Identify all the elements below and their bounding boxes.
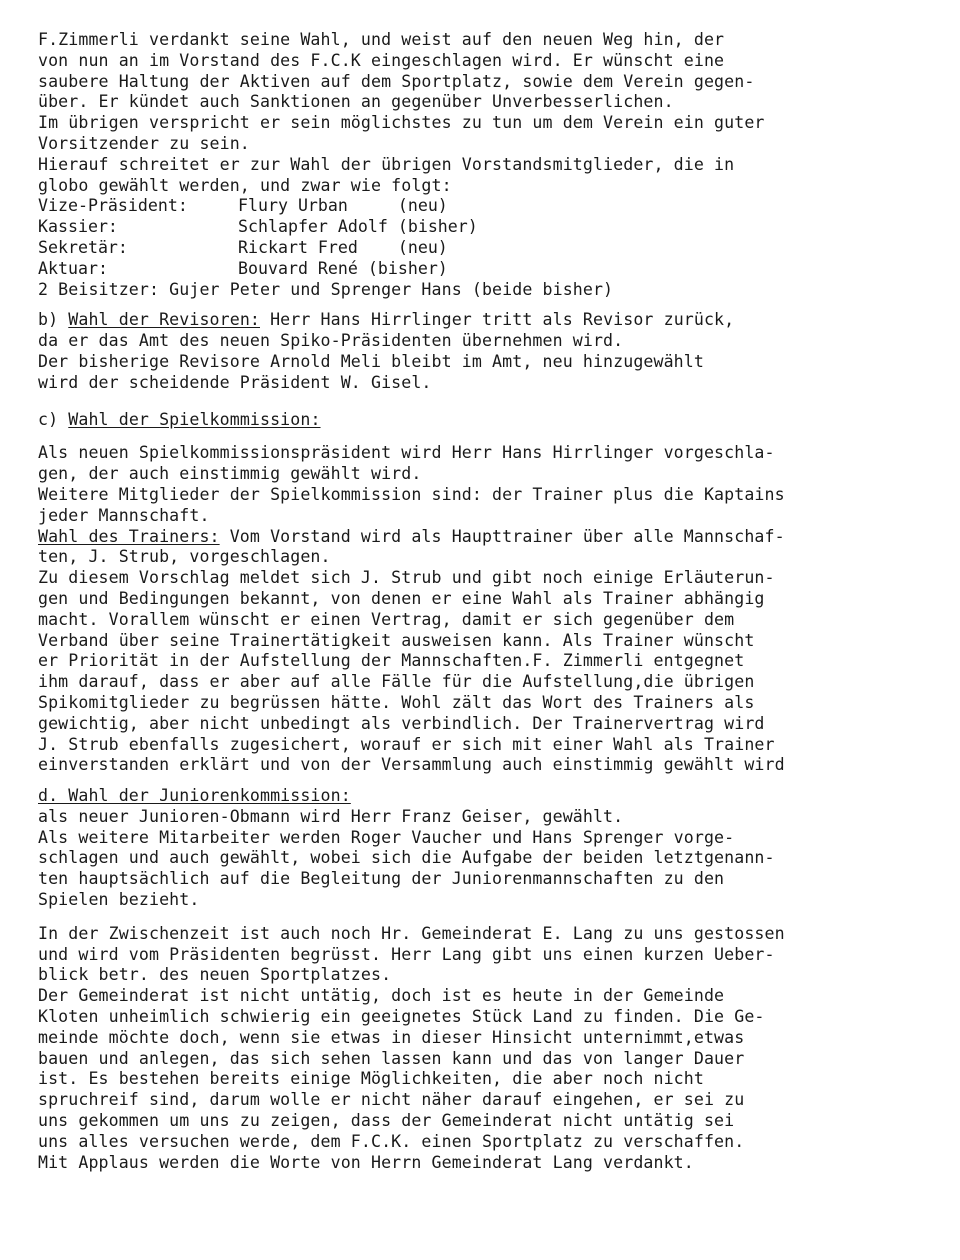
text-line: Mit Applaus werden die Worte von Herrn Gemeinderat Lang verdankt.: [38, 1152, 694, 1172]
section-d-heading: d. Wahl der Juniorenkommission:: [38, 786, 351, 806]
text-line: meinde möchte doch, wenn sie etwas in dieser Hinsicht unternimmt,etwas: [38, 1027, 745, 1047]
officer-person: Bouvard René (bisher): [238, 258, 448, 278]
text-line: Weitere Mitglieder der Spielkommission sind: der Trainer plus die Kaptains: [38, 484, 785, 504]
text-line: Spikomitglieder zu begrüssen hätte. Wohl zält das Wort des Trainers als: [38, 692, 755, 712]
trainer-first-rest: Vom Vorstand wird als Haupttrainer über alle Mannschaf-: [219, 526, 785, 546]
officer-role: Vize-Präsident:: [38, 196, 188, 216]
text-line: über. Er kündet auch Sanktionen an gegenüber Unverbesserlichen.: [38, 92, 674, 112]
text-line: globo gewählt werden, und zwar wie folgt:: [38, 175, 452, 195]
text-line: gen und Bedingungen bekannt, von denen er eine Wahl als Trainer abhängig: [38, 588, 765, 608]
text-line: Hierauf schreitet er zur Wahl der übrigen Vorstandsmitglieder, die in: [38, 154, 735, 174]
text-line: ihm darauf, dass er aber auf alle Fälle für die Aufstellung,die übrigen: [38, 672, 755, 692]
text-line: uns alles versuchen werde, dem F.C.K. einen Sportplatz zu verschaffen.: [38, 1131, 745, 1151]
text-line: ten hauptsächlich auf die Begleitung der Juniorenmannschaften zu den: [38, 869, 725, 889]
text-line: da er das Amt des neuen Spiko-Präsidenten übernehmen wird.: [38, 331, 624, 351]
section-c: [38, 410, 940, 777]
intro-paragraph: [38, 30, 940, 196]
officer-role: Kassier:: [38, 217, 118, 237]
text-line: Als weitere Mitarbeiter werden Roger Vaucher und Hans Sprenger vorge-: [38, 827, 735, 847]
officer-person: Rickart Fred (neu): [238, 237, 448, 257]
text-line: Spielen bezieht.: [38, 890, 200, 910]
section-b: [38, 310, 940, 393]
text-line: J. Strub ebenfalls zugesichert, worauf er sich mit einer Wahl als Trainer: [38, 734, 775, 754]
text-line: Im übrigen verspricht er sein möglichstes zu tun um dem Verein ein guter: [38, 113, 765, 133]
text-line: ten, J. Strub, vorgeschlagen.: [38, 547, 331, 567]
text-line: macht. Vorallem wünscht er einen Vertrag, damit er sich gegenüber dem: [38, 609, 735, 629]
section-b-first-line: [38, 310, 940, 331]
officer-person: Flury Urban (neu): [238, 196, 448, 216]
text-line: er Priorität in der Aufstellung der Mannschaften.F. Zimmerli entgegnet: [38, 651, 745, 671]
section-d: [38, 786, 940, 911]
text-line: bauen und anlegen, das sich sehen lassen kann und das von langer Dauer: [38, 1048, 745, 1068]
text-line: Der Gemeinderat ist nicht untätig, doch ist es heute in der Gemeinde: [38, 986, 725, 1006]
officer-row: [38, 217, 940, 238]
beisitzer-line: 2 Beisitzer: Gujer Peter und Sprenger Hans (beide bisher): [38, 279, 614, 299]
officer-role: Aktuar:: [38, 258, 108, 278]
section-c-prefix: c): [38, 409, 69, 429]
text-line: blick betr. des neuen Sportplatzes.: [38, 965, 392, 985]
text-line: von nun an im Vorstand des F.C.K eingeschlagen wird. Er wünscht eine: [38, 50, 725, 70]
text-line: In der Zwischenzeit ist auch noch Hr. Gemeinderat E. Lang zu uns gestossen: [38, 923, 785, 943]
trainer-heading: Wahl des Trainers:: [38, 526, 220, 546]
text-line: Vorsitzender zu sein.: [38, 133, 250, 153]
section-b-first-rest: Herr Hans Hirrlinger tritt als Revisor zurück,: [260, 310, 735, 330]
section-b-prefix: b): [38, 310, 69, 330]
text-line: ist. Es bestehen bereits einige Möglichkeiten, die aber noch nicht: [38, 1069, 704, 1089]
officer-row: [38, 259, 940, 280]
text-line: saubere Haltung der Aktiven auf dem Sportplatz, sowie dem Verein gegen-: [38, 71, 755, 91]
text-line: gen, der auch einstimmig gewählt wird.: [38, 464, 422, 484]
text-line: Zu diesem Vorschlag meldet sich J. Strub und gibt noch einige Erläuterun-: [38, 568, 775, 588]
text-line: einverstanden erklärt und von der Versammlung auch einstimmig gewählt wird: [38, 755, 785, 775]
section-c-heading: Wahl der Spielkommission:: [68, 409, 321, 429]
text-line: Der bisherige Revisore Arnold Meli bleibt im Amt, neu hinzugewählt: [38, 351, 704, 371]
officer-role: Sekretär:: [38, 237, 128, 257]
text-line: jeder Mannschaft.: [38, 505, 210, 525]
text-line: Als neuen Spielkommissionspräsident wird Herr Hans Hirrlinger vorgeschla-: [38, 443, 775, 463]
text-line: spruchreif sind, darum wolle er nicht näher darauf eingehen, er sei zu: [38, 1090, 745, 1110]
text-line: wird der scheidende Präsident W. Gisel.: [38, 372, 432, 392]
officer-person: Schlapfer Adolf (bisher): [238, 217, 478, 237]
text-line: und wird vom Präsidenten begrüsst. Herr Lang gibt uns einen kurzen Ueber-: [38, 944, 775, 964]
text-line: uns gekommen um uns zu zeigen, dass der Gemeinderat nicht untätig sei: [38, 1111, 735, 1131]
text-line: als neuer Junioren-Obmann wird Herr Franz Geiser, gewählt.: [38, 806, 624, 826]
officer-row: [38, 238, 940, 259]
text-line: schlagen und auch gewählt, wobei sich die Aufgabe der beiden letztgenann-: [38, 848, 775, 868]
section-b-heading: Wahl der Revisoren:: [68, 310, 260, 330]
text-line: F.Zimmerli verdankt seine Wahl, und weist auf den neuen Weg hin, der: [38, 30, 725, 49]
trainer-first-line: [38, 527, 940, 548]
text-line: Kloten unheimlich schwierig ein geeignetes Stück Land zu finden. Die Ge-: [38, 1007, 765, 1027]
section-c-heading-line: [38, 410, 940, 431]
officer-list: [38, 196, 940, 300]
officer-row: [38, 196, 940, 217]
text-line: Verband über seine Trainertätigkeit ausweisen kann. Als Trainer wünscht: [38, 630, 755, 650]
text-line: gewichtig, aber nicht unbedingt als verbindlich. Der Trainervertrag wird: [38, 713, 765, 733]
closing-paragraph: [38, 924, 940, 1174]
